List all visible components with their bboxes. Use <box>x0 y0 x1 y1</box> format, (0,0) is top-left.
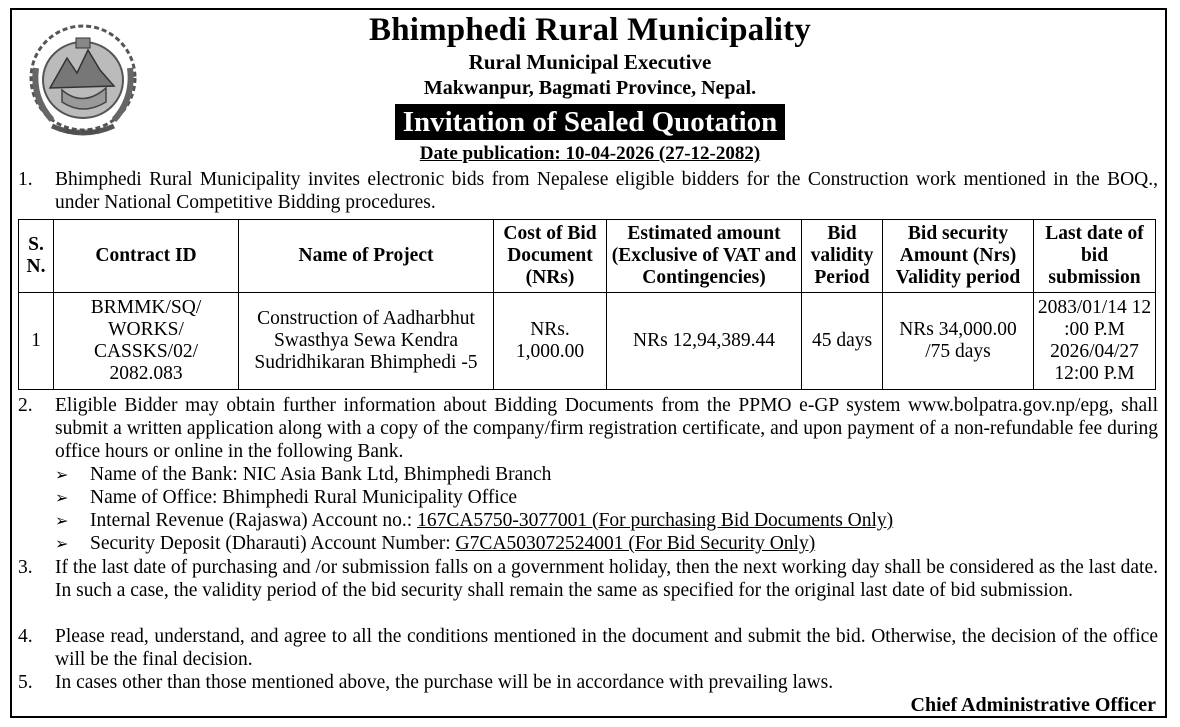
cell-security: NRs 34,000.00 /75 days <box>883 293 1034 390</box>
paragraph-number: 3. <box>18 557 33 578</box>
cell-last-date: 2083/01/14 12 :00 P.M 2026/04/27 12:00 P.M <box>1034 293 1156 390</box>
emblem-caption: नेपाल सरकार <box>65 128 99 136</box>
paragraph-text: Please read, understand, and agree to all the conditions mentioned in the document and submit the bid. Otherwise, the decision of the office will be the final decision. <box>55 626 1158 670</box>
paragraph-text: In cases other than those mentioned above, the purchase will be in accordance with prevailing laws. <box>55 672 834 693</box>
list-item <box>55 463 1155 486</box>
header-contract-id: Contract ID <box>54 220 239 293</box>
arrow-bullet-icon: ➢ <box>55 511 69 530</box>
address: Makwanpur, Bagmati Province, Nepal. <box>423 77 757 99</box>
paragraph-text: Eligible Bidder may obtain further information about Bidding Documents from the PPMO e-GP system www.bolpatra.gov.np/epg, shall submit a written application along with a copy of the company/firm registration certificate, and upon payment of a non-refundable fee during office hours or online in the following Bank. <box>55 395 1158 462</box>
boq-table <box>18 219 1156 390</box>
paragraph-number: 4. <box>18 626 33 647</box>
org-name: Bhimphedi Rural Municipality <box>368 12 811 48</box>
paragraph-text: If the last date of purchasing and /or submission falls on a government holiday, then the next working day shall be considered as the last date. In such a case, the validity period of the bid security shall remain the same as specified for the original last date of bid submission. <box>55 557 1158 601</box>
revenue-label: Internal Revenue (Rajaswa) Account no.: <box>90 510 418 531</box>
list-item <box>55 509 1155 532</box>
paragraph-3 <box>18 556 1158 602</box>
bank-name: Name of the Bank: NIC Asia Bank Ltd, Bhimphedi Branch <box>90 464 552 485</box>
cell-estimate: NRs 12,94,389.44 <box>607 293 802 390</box>
notice-title: Invitation of Sealed Quotation <box>395 104 786 140</box>
paragraph-number: 1. <box>18 169 33 190</box>
cell-project: Construction of Aadharbhut Swasthya Sewa Kendra Sudridhikaran Bhimphedi -5 <box>239 293 494 390</box>
cell-sn: 1 <box>19 293 54 390</box>
cell-cost: NRs. 1,000.00 <box>494 293 607 390</box>
header-cost: Cost of Bid Document (NRs) <box>494 220 607 293</box>
paragraph-text: Bhimphedi Rural Municipality invites electronic bids from Nepalese eligible bidders for the Construction work mentioned in the BOQ., under National Competitive Bidding procedures. <box>55 169 1158 213</box>
header-sn: S. N. <box>19 220 54 293</box>
bank-details-list <box>55 463 1155 555</box>
revenue-account: 167CA5750-3077001 (For purchasing Bid Documents Only) <box>417 510 894 531</box>
table-header-row <box>19 220 1156 293</box>
cell-validity: 45 days <box>802 293 883 390</box>
header-validity: Bid validity Period <box>802 220 883 293</box>
paragraph-5 <box>18 671 1158 694</box>
header-project: Name of Project <box>239 220 494 293</box>
paragraph-2 <box>18 394 1158 463</box>
publication-date: Date publication: 10-04-2026 (27-12-2082) <box>419 143 761 164</box>
list-item <box>55 486 1155 509</box>
paragraph-4 <box>18 625 1158 671</box>
arrow-bullet-icon: ➢ <box>55 465 69 484</box>
cell-contract-id: BRMMK/SQ/ WORKS/ CASSKS/02/ 2082.083 <box>54 293 239 390</box>
deposit-account: G7CA503072524001 (For Bid Security Only) <box>455 533 816 554</box>
signature-title: Chief Administrative Officer <box>910 694 1156 716</box>
table-row <box>19 293 1156 390</box>
office-name-item: Name of Office: Bhimphedi Rural Municipality Office <box>90 487 518 508</box>
paragraph-1 <box>18 168 1158 214</box>
arrow-bullet-icon: ➢ <box>55 534 69 553</box>
header-security: Bid security Amount (Nrs) Validity period <box>883 220 1034 293</box>
header-estimate: Estimated amount (Exclusive of VAT and Contingencies) <box>607 220 802 293</box>
header-last-date: Last date of bid submission <box>1034 220 1156 293</box>
paragraph-number: 2. <box>18 395 33 416</box>
arrow-bullet-icon: ➢ <box>55 488 69 507</box>
paragraph-number: 5. <box>18 672 33 693</box>
list-item <box>55 532 1155 555</box>
deposit-label: Security Deposit (Dharauti) Account Number: <box>90 533 456 554</box>
office-name: Rural Municipal Executive <box>468 50 712 74</box>
